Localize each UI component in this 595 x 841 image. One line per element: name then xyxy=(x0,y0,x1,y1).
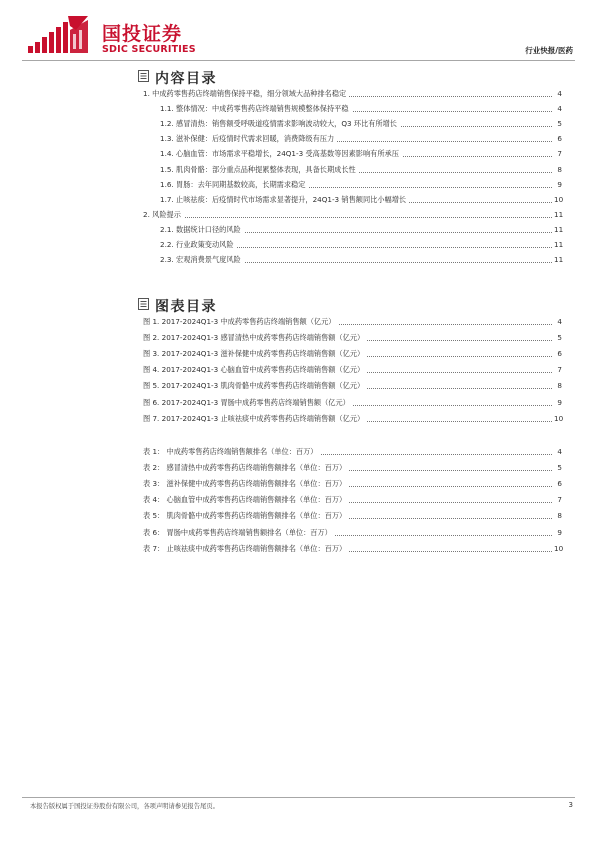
toc-entry-label: 1.1. 整体情况：中成药零售药店终端销售规模整体保持平稳 xyxy=(160,103,352,115)
table-entry-label: 表 1： 中成药零售药店终端销售额排名（单位：百万） xyxy=(143,446,320,458)
list-icon xyxy=(138,70,149,82)
figure-entry-label: 图 4. 2017-2024Q1-3 心脑血管中成药零售药店终端销售额（亿元） xyxy=(143,364,367,376)
toc-entry-page: 10 xyxy=(554,194,564,204)
toc-entry-page: 11 xyxy=(554,209,564,219)
page-number: 3 xyxy=(568,801,573,809)
toc-entry-label: 1.5. 肌肉骨骼：部分重点品种提累整体表现，具备长期成长性 xyxy=(160,164,359,176)
toc-entry-page: 11 xyxy=(554,224,564,234)
toc-entry-page: 11 xyxy=(554,240,564,249)
figure-entry-label: 图 6. 2017-2024Q1-3 胃肠中成药零售药店终端销售额（亿元） xyxy=(143,397,353,409)
logo-text-en: SDIC SECURITIES xyxy=(102,44,196,55)
toc-entry-page: 7 xyxy=(552,148,562,160)
company-logo xyxy=(26,16,206,56)
table-entry[interactable] xyxy=(143,478,562,490)
toc-entry-page: 6 xyxy=(552,133,562,145)
figure-entry-page: 10 xyxy=(554,413,564,423)
figure-entry-page: 6 xyxy=(552,348,562,360)
toc-entry-label: 1.2. 感冒清热：销售额受呼吸道疫情需求影响波动较大，Q3 环比有所增长 xyxy=(160,118,400,130)
header-divider xyxy=(22,60,575,61)
toc-entry-label: 2.3. 宏观消费景气度风险 xyxy=(160,254,244,266)
figure-entry-label: 图 3. 2017-2024Q1-3 滋补保健中成药零售药店终端销售额（亿元） xyxy=(143,348,367,360)
table-entry-page: 5 xyxy=(552,462,562,474)
report-category-tag: 行业快报/医药 xyxy=(525,46,573,55)
toc-entry-page: 4 xyxy=(552,103,562,115)
toc-title-text: 内容目录 xyxy=(155,71,217,87)
toc-entry-page: 4 xyxy=(552,88,562,100)
figures-title-text: 图表目录 xyxy=(155,299,217,315)
toc-entry-label: 1.6. 胃肠：去年同期基数较高，长期需求稳定 xyxy=(160,179,308,191)
figure-entry-label: 图 7. 2017-2024Q1-3 止咳祛痰中成药零售药店终端销售额（亿元） xyxy=(143,413,367,425)
logo-text-cn: 国投证券 xyxy=(102,23,183,45)
figure-entry-label: 图 1. 2017-2024Q1-3 中成药零售药店终端销售额（亿元） xyxy=(143,316,338,328)
toc-entry-label: 2.1. 数据统计口径的风险 xyxy=(160,224,244,236)
company-logo-mark-icon xyxy=(26,16,90,56)
figure-entry-page: 4 xyxy=(552,316,562,328)
toc-entry[interactable] xyxy=(143,88,562,100)
table-entry-label: 表 6： 胃肠中成药零售药店终端销售额排名（单位：百万） xyxy=(143,527,335,539)
figure-entry-label: 图 2. 2017-2024Q1-3 感冒清热中成药零售药店终端销售额（亿元） xyxy=(143,332,367,344)
table-entry[interactable] xyxy=(143,446,562,458)
figure-entry[interactable] xyxy=(143,397,562,409)
page-header xyxy=(0,0,595,66)
figure-entry-label: 图 5. 2017-2024Q1-3 肌肉骨骼中成药零售药店终端销售额（亿元） xyxy=(143,380,367,392)
toc-entry-label: 1.3. 滋补保健：后疫情时代需求回暖，消费降级有压力 xyxy=(160,133,337,145)
figure-entry[interactable] xyxy=(143,364,562,376)
table-entry-page: 6 xyxy=(552,478,562,490)
figure-entry[interactable] xyxy=(143,332,562,344)
toc-entry[interactable] xyxy=(160,148,562,160)
toc-entry-label: 1.4. 心脑血管：市场需求平稳增长，24Q1-3 受高基数等因素影响有所承压 xyxy=(160,148,402,160)
toc-entry[interactable] xyxy=(160,194,562,206)
figure-entry[interactable] xyxy=(143,380,562,392)
toc-entry[interactable] xyxy=(143,209,562,221)
table-entry-page: 10 xyxy=(554,543,564,553)
toc-entry[interactable] xyxy=(160,133,562,145)
toc-entry[interactable] xyxy=(160,254,562,266)
toc-entry[interactable] xyxy=(160,239,562,251)
toc-entry-page: 11 xyxy=(554,255,564,265)
table-entry[interactable] xyxy=(143,543,562,555)
toc-entry-label: 2.2. 行业政策变动风险 xyxy=(160,239,237,251)
figure-entry-page: 7 xyxy=(552,364,562,376)
figure-entry[interactable] xyxy=(143,348,562,360)
figure-entry-page: 9 xyxy=(552,397,562,409)
toc-entry[interactable] xyxy=(160,103,562,115)
table-entry-page: 8 xyxy=(552,510,562,522)
toc-entry-label: 2. 风险提示 xyxy=(143,209,184,221)
table-entry-label: 表 5： 肌肉骨骼中成药零售药店终端销售额排名（单位：百万） xyxy=(143,510,349,522)
list-icon xyxy=(138,298,149,310)
toc-entry[interactable] xyxy=(160,179,562,191)
figure-entry[interactable] xyxy=(143,316,562,328)
toc-entry-label: 1. 中成药零售药店终端销售保持平稳，细分领域大品种排名稳定 xyxy=(143,88,349,100)
figure-entry-page: 5 xyxy=(552,332,562,344)
table-entry-label: 表 3： 滋补保健中成药零售药店终端销售额排名（单位：百万） xyxy=(143,478,349,490)
toc-entry-label: 1.7. 止咳祛痰：后疫情时代市场需求显著提升，24Q1-3 销售额同比小幅增长 xyxy=(160,194,409,206)
toc-entry[interactable] xyxy=(160,118,562,130)
table-entry-page: 7 xyxy=(552,494,562,506)
table-entry-page: 9 xyxy=(552,527,562,539)
toc-entry[interactable] xyxy=(160,224,562,236)
table-entry-page: 4 xyxy=(552,446,562,458)
toc-entry-page: 5 xyxy=(552,118,562,130)
table-entry[interactable] xyxy=(143,510,562,522)
table-entry[interactable] xyxy=(143,462,562,474)
toc-entry[interactable] xyxy=(160,164,562,176)
table-entry[interactable] xyxy=(143,527,562,539)
footer-divider xyxy=(22,797,575,798)
footer-disclaimer: 本报告版权属于国投证券股份有限公司，各项声明请参见报告尾页。 xyxy=(30,803,219,810)
table-entry-label: 表 4： 心脑血管中成药零售药店终端销售额排名（单位：百万） xyxy=(143,494,349,506)
figure-entry[interactable] xyxy=(143,413,562,425)
leader-dots xyxy=(143,217,552,218)
toc-entry-page: 8 xyxy=(552,164,562,176)
toc-entry-page: 9 xyxy=(552,179,562,191)
table-entry[interactable] xyxy=(143,494,562,506)
table-entry-label: 表 2： 感冒清热中成药零售药店终端销售额排名（单位：百万） xyxy=(143,462,349,474)
table-entry-label: 表 7： 止咳祛痰中成药零售药店终端销售额排名（单位：百万） xyxy=(143,543,349,555)
figure-entry-page: 8 xyxy=(552,380,562,392)
